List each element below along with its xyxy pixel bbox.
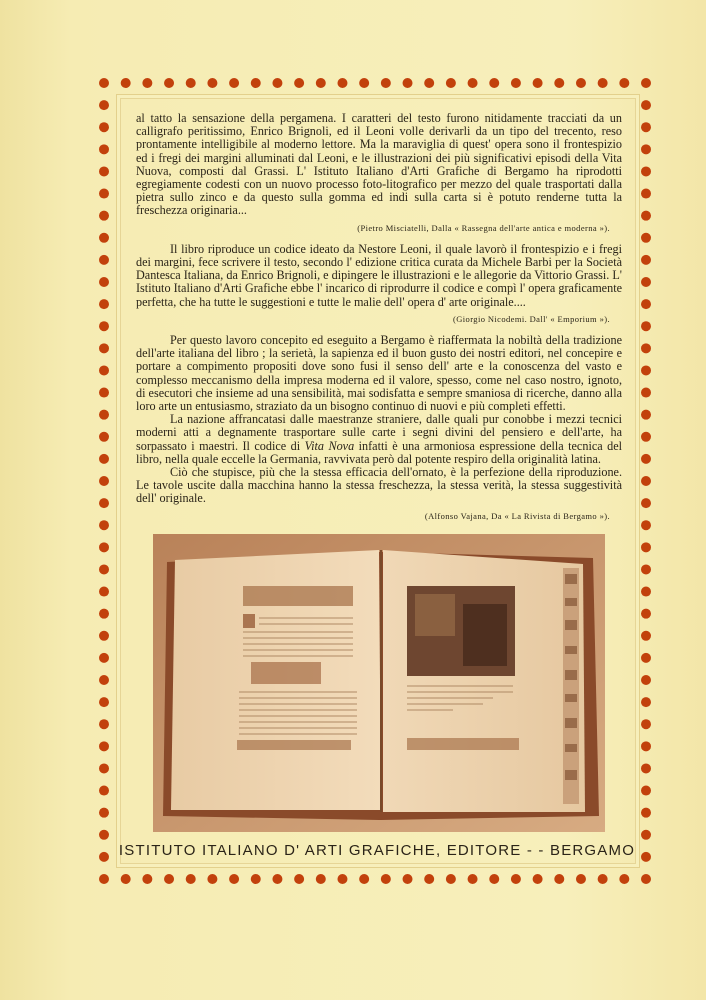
border-dot [641, 741, 651, 751]
border-dot [99, 476, 109, 486]
border-dot [164, 874, 174, 884]
border-dot [641, 166, 651, 176]
border-dot [99, 122, 109, 132]
border-dot [511, 78, 521, 88]
border-dot [446, 78, 456, 88]
border-dot [381, 874, 391, 884]
border-dot [294, 874, 304, 884]
border-dot [337, 78, 347, 88]
border-dot [99, 211, 109, 221]
border-dot [99, 498, 109, 508]
border-dot [576, 874, 586, 884]
paragraph-1: al tatto la sensazione della pergamena. I caratteri del testo furono nitidamente tracciati da un calligrafo peritissimo, Enrico Brignoli, ed il Leoni volle derivarli da un tipo del trecento, reso prontamente intelligibile al moderno lettore. Ma la maraviglia di quest' opera sono il frontespizio ed i fregi dei margini alluminati dal Leoni, e le illustrazioni dei più significativi episodi della Vita Nuova, composti dal Grassi. L' Istituto Italiano d'Arti Grafiche di Bergamo ha riprodotti egregiamente codesti con un nuovo processo foto-litografico per mezzo del quale trasportati dalla pietra sullo zinco e da questo sulla gomma ed indi sulla carta si è potuto renderne tutta la freschezza originaria... [136, 111, 622, 218]
border-dot [641, 830, 651, 840]
border-dot [99, 144, 109, 154]
border-dot [186, 78, 196, 88]
border-dot [99, 653, 109, 663]
border-dot [316, 874, 326, 884]
border-dot [641, 542, 651, 552]
border-dot [121, 78, 131, 88]
border-dot [99, 343, 109, 353]
border-dot [619, 874, 629, 884]
open-book-photo [153, 534, 605, 832]
paragraph-4-end: infatti è una armoniosa espressione della tecnica del libro, nella quale eccelle la Germania, ravvivata però dal potente respiro della originalità latina. [136, 438, 622, 466]
border-dot [99, 741, 109, 751]
border-dot [207, 78, 217, 88]
border-dot [337, 874, 347, 884]
border-dot [207, 874, 217, 884]
border-dot [641, 631, 651, 641]
border-dot [641, 763, 651, 773]
border-dot [359, 874, 369, 884]
border-dot [403, 874, 413, 884]
border-dot [99, 388, 109, 398]
border-dot [489, 874, 499, 884]
border-dot [641, 189, 651, 199]
border-dot [99, 321, 109, 331]
border-dot [99, 100, 109, 110]
border-dot [511, 874, 521, 884]
border-dot [641, 874, 651, 884]
border-dot [641, 432, 651, 442]
border-dot [99, 233, 109, 243]
border-dot [641, 498, 651, 508]
publisher-footer: ISTITUTO ITALIANO D' ARTI GRAFICHE, EDITORE - - BERGAMO [118, 842, 636, 859]
border-dot [99, 808, 109, 818]
border-dot [142, 874, 152, 884]
vita-nova-title: Vita Nova [304, 438, 355, 453]
border-dot [99, 874, 109, 884]
border-dot [381, 78, 391, 88]
border-dot [641, 719, 651, 729]
border-dot [641, 233, 651, 243]
border-dot [489, 78, 499, 88]
border-dot [99, 78, 109, 88]
border-dot [99, 189, 109, 199]
border-dot [272, 78, 282, 88]
border-dot [251, 874, 261, 884]
border-dot [641, 653, 651, 663]
border-dot [554, 874, 564, 884]
border-dot [619, 78, 629, 88]
border-dot [99, 719, 109, 729]
border-dot [641, 78, 651, 88]
open-book-illustration [153, 534, 605, 832]
border-dot [142, 78, 152, 88]
border-dot [598, 874, 608, 884]
border-dot [99, 432, 109, 442]
border-dot [641, 255, 651, 265]
border-dot [598, 78, 608, 88]
border-dot [99, 675, 109, 685]
border-dot [164, 78, 174, 88]
citation-misciatelli: (Pietro Misciatelli, Dalla « Rassegna dell'arte antica e moderna »). [357, 222, 610, 233]
border-dot [99, 631, 109, 641]
border-dot [641, 786, 651, 796]
border-dot [99, 299, 109, 309]
paragraph-2: Il libro riproduce un codice ideato da Nestore Leoni, il quale lavorò il frontespizio e i fregi dei margini, fece scrivere il testo, secondo l' edizione critica curata da Michele Barbi per la Società Dantesca Italiana, da Enrico Brignoli, e dipingere le illustrazioni e le allegorie da Vittorio Grassi. L' Istituto Italiano d'Arti Grafiche ebbe l' incarico di riprodurre il codice e compì l' opera graficamente perfetta, che ha tutte le suggestioni e tutte le malie dell' opera d' arte originale.... [136, 241, 622, 309]
border-dot [99, 763, 109, 773]
text-block [136, 112, 622, 531]
paragraph-4-start: La nazione affrancatasi dalle maestranze straniere, dalle quali pur conobbe i mezzi tecnici moderni atti a degnamente trasportare sulle carte i segni divini del pensiero e dell'arte, ha sorpassato i maestri. Il codice di [136, 412, 622, 453]
border-dot [641, 410, 651, 420]
border-dot [99, 609, 109, 619]
border-dot [641, 343, 651, 353]
border-dot [641, 388, 651, 398]
border-dot [99, 410, 109, 420]
border-dot [641, 321, 651, 331]
border-dot [641, 587, 651, 597]
border-dot [316, 78, 326, 88]
border-dot [99, 255, 109, 265]
border-dot [99, 277, 109, 287]
border-dot [641, 299, 651, 309]
border-dot [641, 211, 651, 221]
border-dot [99, 564, 109, 574]
border-dot [641, 564, 651, 574]
border-dot [446, 874, 456, 884]
border-dot [99, 697, 109, 707]
border-dot [576, 78, 586, 88]
border-dot [99, 454, 109, 464]
border-dot [641, 609, 651, 619]
border-dot [468, 874, 478, 884]
border-dot [554, 78, 564, 88]
border-dot [641, 144, 651, 154]
border-dot [251, 78, 261, 88]
border-dot [359, 78, 369, 88]
border-dot [641, 808, 651, 818]
border-dot [468, 78, 478, 88]
border-dot [272, 874, 282, 884]
border-dot [99, 166, 109, 176]
border-dot [403, 78, 413, 88]
citation-vajana: (Alfonso Vajana, Da « La Rivista di Bergamo »). [424, 510, 610, 521]
border-dot [641, 697, 651, 707]
border-dot [99, 587, 109, 597]
citation-nicodemi: (Giorgio Nicodemi. Dall' « Emporium »). [453, 313, 610, 324]
border-dot [641, 476, 651, 486]
border-dot [424, 874, 434, 884]
border-dot [533, 78, 543, 88]
border-dot [186, 874, 196, 884]
border-dot [641, 675, 651, 685]
border-dot [99, 852, 109, 862]
paragraph-4 [136, 413, 622, 466]
border-dot [99, 365, 109, 375]
border-dot [229, 78, 239, 88]
border-dot [121, 874, 131, 884]
border-dot [641, 277, 651, 287]
border-dot [641, 100, 651, 110]
border-dot [229, 874, 239, 884]
paragraph-5: Ciò che stupisce, più che la stessa efficacia dell'ornato, è la perfezione della riproduzione. Le tavole uscite dalla macchina hanno la stessa freschezza, la stessa verità, la stessa suggestività dell' originale. [136, 465, 622, 506]
border-dot [641, 520, 651, 530]
border-dot [99, 520, 109, 530]
border-dot [99, 830, 109, 840]
border-dot [641, 122, 651, 132]
border-dot [641, 454, 651, 464]
border-dot [641, 365, 651, 375]
border-dot [424, 78, 434, 88]
border-dot [641, 852, 651, 862]
border-dot [533, 874, 543, 884]
paragraph-3: Per questo lavoro concepito ed eseguito a Bergamo è riaffermata la nobiltà della tradizione dell'arte italiana del libro ; la serietà, la sapienza ed il buon gusto dei nostri editori, nel concepire e portare a compimento propositi dove sono fusi il senso dell' arte e la conoscenza del vasto e complesso meccanismo della impresa moderna ed il valore, spesso, come nel caso nostro, ignoto, di esecutori che insieme ad una sensibilità, mai sodisfatta e sempre smaniosa di ricerche, danno alla loro arte un entusiasmo, straziato da un bisogno continuo di nuovi e più completi effetti. [136, 333, 622, 414]
border-dot [99, 786, 109, 796]
border-dot [294, 78, 304, 88]
border-dot [99, 542, 109, 552]
